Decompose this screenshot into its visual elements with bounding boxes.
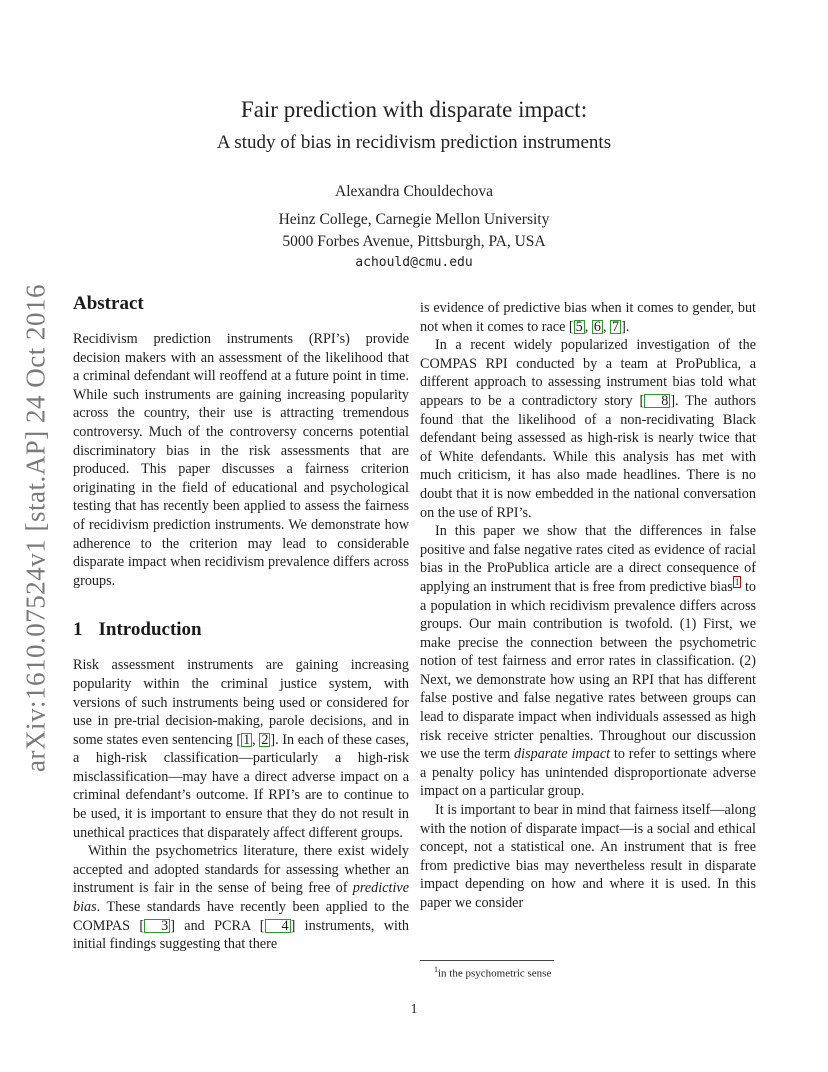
text-run: . These standards have recently been applied to the COMPAS [ bbox=[73, 899, 409, 934]
text-run: In this paper we show that the differences in false positive and false negative rates cited as evidence of racial bias in the ProPublica article are a direct consequence of applying an instrument that is free from predictive bias bbox=[420, 523, 756, 595]
citation-ref[interactable]: 4 bbox=[265, 919, 291, 933]
citation-ref[interactable]: 7 bbox=[612, 318, 620, 335]
right-paragraph-2 bbox=[420, 336, 756, 522]
text-run: ]. The authors found that the likelihood of a non-recidivating Black defendant being assessed as high-risk is nearly twice that of White defendants. While this analysis has met with much criticism, it has also made headlines. There is no doubt that it is now embedded in the national conversation on the use of RPI’s. bbox=[420, 392, 756, 521]
right-paragraph-3 bbox=[420, 522, 756, 801]
section-heading-introduction bbox=[73, 618, 409, 642]
text-run: ] instruments, with initial findings suggesting that there bbox=[73, 917, 409, 953]
text-run: In a recent widely popularized investigation of the COMPAS RPI conducted by a team at ProPublica, a different approach to assessing instrument bias told what appears to be a contradictory story [ bbox=[420, 337, 756, 409]
paper-title: Fair prediction with disparate impact: bbox=[240, 97, 588, 122]
author-address: 5000 Forbes Avenue, Pittsburgh, PA, USA bbox=[282, 233, 546, 250]
footnote-text: in the psychometric sense bbox=[438, 967, 552, 980]
abstract-text: Recidivism prediction instruments (RPI’s) provide decision makers with an assessment of the likelihood that a criminal defendant will reoffend at a future point in time. While such instruments are gaining increasing popularity across the country, their use is attracting tremendous controversy. Much of the controversy concerns potential discriminatory bias in the risk assessments that are produced. This paper discusses a fairness criterion originating in the field of educational and psychological testing that has recently been applied to assess the fairness of recidivism prediction instruments. We demonstrate how adherence to the criterion may lead to considerable disparate impact when recidivism prevalence differs across groups. bbox=[73, 331, 409, 589]
arxiv-identifier-stamp: arXiv:1610.07524v1 [stat.AP] 24 Oct 2016 bbox=[20, 284, 51, 772]
section-number: 1 bbox=[73, 619, 83, 641]
footnote-marker[interactable]: 1 bbox=[734, 577, 740, 588]
text-run: ]. bbox=[621, 318, 630, 335]
title-block bbox=[0, 96, 828, 273]
right-column bbox=[420, 299, 756, 913]
citation-ref[interactable]: 6 bbox=[593, 318, 601, 335]
citation-ref[interactable]: 8 bbox=[644, 394, 670, 408]
citation-link[interactable] bbox=[265, 918, 291, 934]
section-title: Introduction bbox=[98, 619, 202, 641]
citation-link[interactable] bbox=[610, 319, 621, 335]
citation-link[interactable] bbox=[644, 393, 670, 409]
footnote-number: 1 bbox=[434, 965, 438, 974]
text-run: is evidence of predictive bias when it comes to gender, but not when it comes to race [ bbox=[420, 300, 756, 335]
citation-link[interactable] bbox=[144, 918, 170, 934]
citation-ref[interactable]: 5 bbox=[575, 318, 583, 335]
text-run: Within the psychometrics literature, there exist widely accepted and adopted standards for assessing whether an instrument is fair in the sense of being free of bbox=[73, 843, 409, 897]
paper-subtitle: A study of bias in recidivism prediction instruments bbox=[216, 132, 612, 153]
citation-link[interactable] bbox=[259, 732, 270, 748]
page-number: 1 bbox=[410, 1002, 418, 1017]
text-run: Risk assessment instruments are gaining increasing popularity within the criminal justice system, with versions of such instruments being used or considered for use in pre-trial decision-making, parole decisions, and in some states even sentencing [ bbox=[73, 657, 409, 748]
citation-ref[interactable]: 1 bbox=[243, 731, 251, 748]
citation-link[interactable] bbox=[592, 319, 603, 335]
right-paragraph-4: It is important to bear in mind that fairness itself—along with the notion of disparate impact—is a social and ethical concept, not a statistical one. An instrument that is free from predictive bias may nevertheless result in disparate impact depending on how and where it is used. In this paper we consider bbox=[420, 802, 756, 911]
citation-ref[interactable]: 2 bbox=[261, 731, 269, 748]
intro-paragraph-1: Risk assessment instruments are gaining increasing popularity within the criminal justice system, with versions of such instruments being used or considered for use in pre-trial decision-making, parole decisions, and in some states even sentencing [ 1 , 2 ]. In each of these cases, a high-risk classification—particularly a high-risk misclassification—may have a direct adverse impact on a criminal defendant’s outcome. If RPI’s are to continue to be used, it is important to ensure that they do not result in unethical practices that disparately affect different groups. bbox=[73, 657, 409, 841]
citation-ref[interactable]: 3 bbox=[144, 919, 170, 933]
emphasis-text: disparate impact bbox=[514, 746, 611, 763]
left-column bbox=[73, 292, 409, 954]
text-run: ]. In each of these cases, a high-risk classification—particularly a high-risk misclassification—may have a direct adverse impact on a criminal defendant’s outcome. If RPI’s are to continue to be used, it is important to ensure that they do not result in unethical practices that disparately affect different groups. bbox=[73, 731, 409, 841]
emphasis-text: predictive bias bbox=[73, 880, 409, 916]
footnote bbox=[434, 963, 551, 981]
text-run: to a population in which recidivism prevalence differs across groups. Our main contribution is twofold. (1) First, we make precise the connection between the psychometric notion of test fairness and error rates in classification. (2) Next, we demonstrate how using an RPI that has different false postive and false negative rates between groups can lead to disparate impact when individuals assessed as high risk receive stricter penalties. Throughout our discussion we use the term bbox=[420, 578, 756, 763]
citation-link[interactable] bbox=[241, 732, 252, 748]
author-affiliation: Heinz College, Carnegie Mellon University bbox=[278, 211, 550, 228]
right-paragraph-1: is evidence of predictive bias when it comes to gender, but not when it comes to race [ 5 , 6 , 7 ]. bbox=[420, 300, 756, 335]
text-run: to refer to settings where a penalty policy has unintended disproportionate adverse impact on a particular group. bbox=[420, 746, 756, 800]
author-name: Alexandra Chouldechova bbox=[335, 183, 493, 200]
author-email[interactable]: achould@cmu.edu bbox=[355, 255, 473, 270]
abstract-heading: Abstract bbox=[73, 293, 144, 314]
text-run: ] and PCRA [ bbox=[170, 917, 265, 934]
footnote-rule bbox=[420, 960, 554, 961]
intro-paragraph-2 bbox=[73, 842, 409, 954]
citation-link[interactable] bbox=[574, 319, 585, 335]
